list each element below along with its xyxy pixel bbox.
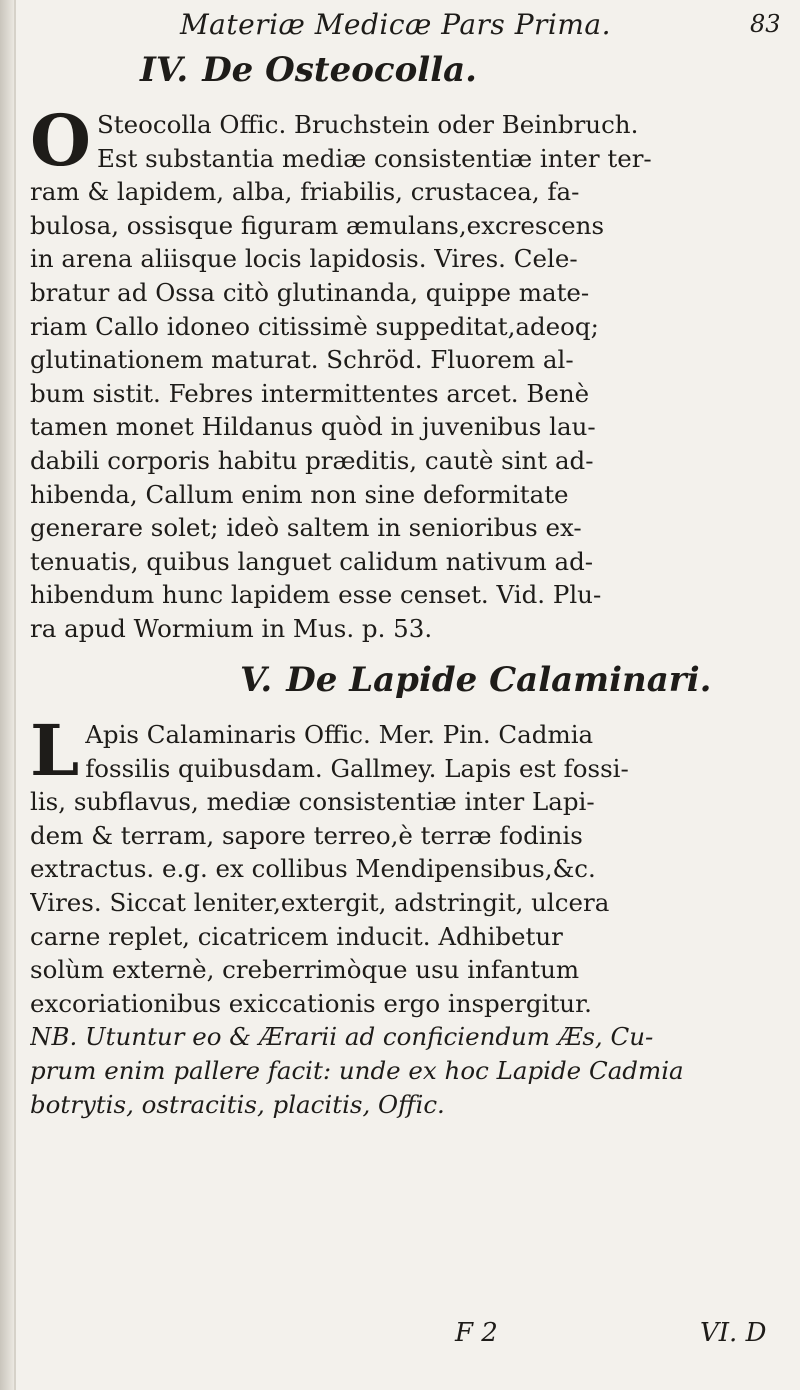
text-line: NB. Utuntur eo & Ærarii ad conficiendum Æs, Cu- [30, 1022, 654, 1052]
text-line: botrytis, ostracitis, placitis, Offic. [30, 1089, 445, 1119]
section-heading-lapis-calaminaris [240, 660, 800, 700]
text-line: solùm externè, creberrimòque usu infantum [30, 955, 580, 985]
section-title: De Lapide Calaminari. [286, 660, 712, 700]
section-title: De Osteocolla. [202, 50, 477, 90]
drop-cap: O [30, 99, 91, 182]
catchword: VI. D [700, 1318, 767, 1348]
text-line: tamen monet Hildanus quòd in juvenibus lau- [30, 412, 596, 442]
text-line: bulosa, ossisque figuram æmulans,excrescens [30, 210, 605, 240]
text-line: Est substantia mediæ consistentiæ inter ter- [96, 143, 652, 173]
text-line: Vires. Siccat leniter,extergit, adstringit, ulcera [30, 887, 610, 917]
section-number: V. [240, 660, 273, 700]
text-line: extractus. e.g. ex collibus Mendipensibus,&c. [30, 854, 596, 884]
section-number: IV. [140, 50, 189, 90]
drop-cap: L [30, 709, 80, 792]
section-heading-osteocolla [140, 50, 700, 90]
text-line: generare solet; ideò saltem in senioribus ex- [30, 513, 582, 543]
text-line: lis, subflavus, mediæ consistentiæ inter Lapi- [30, 787, 595, 817]
text-line: tenuatis, quibus languet calidum nativum ad- [30, 546, 594, 576]
text-line: ra apud Wormium in Mus. p. 53. [30, 613, 433, 643]
gutter-edge [14, 0, 16, 1390]
text-line: hibenda, Callum enim non sine deformitate [30, 479, 569, 509]
text-line: ram & lapidem, alba, friabilis, crustacea, fa- [30, 177, 580, 207]
signature-mark: F 2 [455, 1318, 498, 1348]
text-line: prum enim pallere facit: unde ex hoc Lapide Cadmia [30, 1055, 684, 1085]
paragraph-lapis-calaminaris [30, 709, 775, 1121]
page-number: 83 [750, 10, 781, 38]
running-head: Materiæ Medicæ Pars Prima. [180, 8, 612, 41]
text-line: bum sistit. Febres intermittentes arcet. Benè [30, 378, 590, 408]
text-line: dem & terram, sapore terreo,è terræ fodinis [30, 820, 583, 850]
text-line: hibendum hunc lapidem esse censet. Vid. Plu- [30, 580, 602, 610]
text-line: riam Callo idoneo citissimè suppeditat,adeoq; [30, 311, 599, 341]
page-gutter [0, 0, 14, 1390]
text-line: Steocolla Offic. Bruchstein oder Beinbruch. [96, 110, 639, 139]
text-line: bratur ad Ossa citò glutinanda, quippe mate- [30, 277, 590, 307]
text-line: excoriationibus exiccationis ergo inspergitur. [30, 988, 592, 1018]
text-line: dabili corporis habitu præditis, cautè sint ad- [30, 445, 594, 475]
text-line: in arena aliisque locis lapidosis. Vires. Cele- [30, 244, 578, 274]
text-line: carne replet, cicatricem inducit. Adhibetur [30, 921, 563, 951]
text-line: glutinationem maturat. Schröd. Fluorem al- [30, 345, 574, 375]
text-line: Apis Calaminaris Offic. Mer. Pin. Cadmia [85, 720, 594, 749]
text-line: fossilis quibusdam. Gallmey. Lapis est fossi- [85, 753, 629, 783]
paragraph-osteocolla [30, 99, 775, 646]
